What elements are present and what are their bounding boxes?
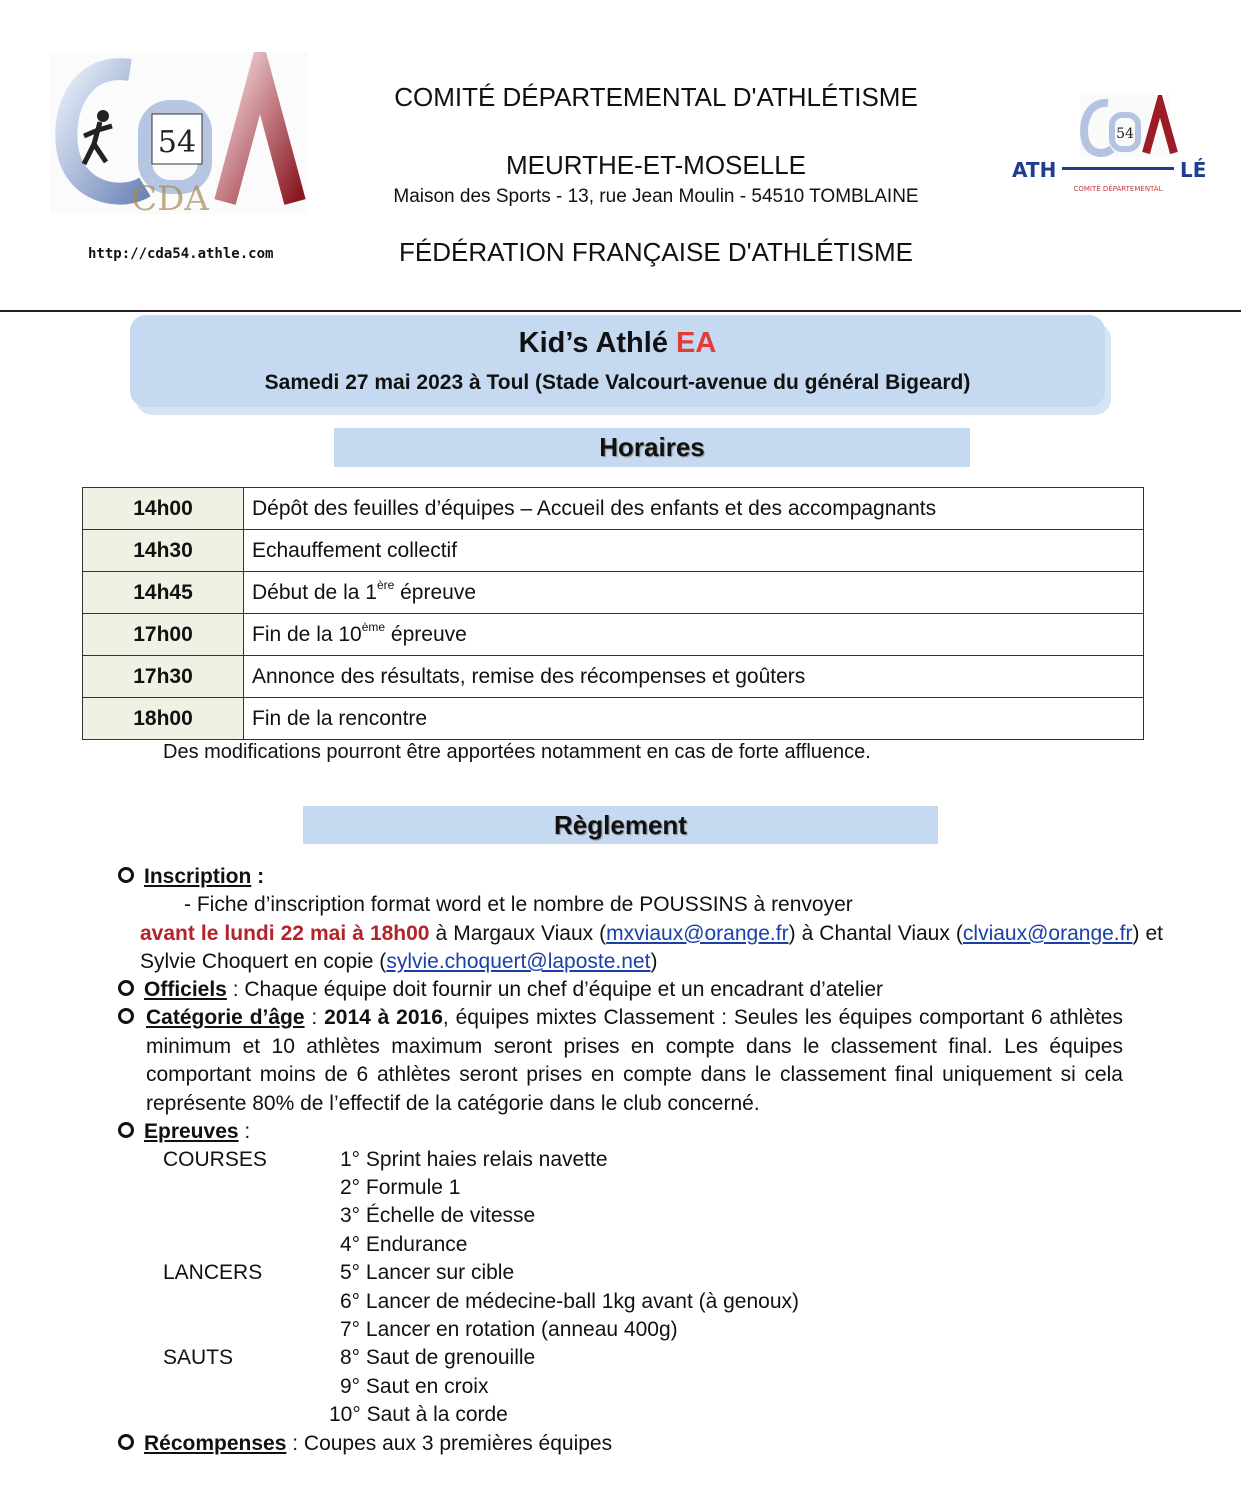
event-list-item: 3° Échelle de vitesse <box>340 1204 536 1227</box>
event-list-item: 1° Sprint haies relais navette <box>340 1148 608 1171</box>
desc-text: épreuve <box>394 580 477 604</box>
event-list-item: 6° Lancer de médecine-ball 1kg avant (à genoux) <box>340 1290 800 1313</box>
desc-text: épreuve <box>385 622 467 646</box>
recipient-text: ) et Sylvie Choquert en copie ( <box>140 921 1164 973</box>
department-title: MEURTHE-ET-MOSELLE <box>505 150 806 180</box>
categorie-item <box>146 1004 1123 1118</box>
categorie-bullet-wrap <box>118 1004 144 1033</box>
group-lancers: LANCERS <box>163 1261 263 1284</box>
circle-bullet-icon <box>118 1008 134 1024</box>
time-cell: 14h00 <box>83 488 244 530</box>
email-link-clviaux[interactable]: clviaux@orange.fr <box>962 921 1133 945</box>
desc-cell: Dépôt des feuilles d’équipes – Accueil des enfants et des accompagnants <box>244 488 1144 530</box>
officiels-item <box>118 976 883 1005</box>
schedule-table <box>82 487 1144 740</box>
circle-bullet-icon <box>118 1122 134 1138</box>
inscription-details <box>140 920 1163 977</box>
recipient-text: à Margaux Viaux ( <box>429 921 607 945</box>
label-suffix: : <box>238 1120 251 1143</box>
inscription-heading <box>118 863 264 892</box>
group-courses: COURSES <box>163 1148 267 1171</box>
inscription-label: Inscription <box>144 865 252 888</box>
deadline-text: avant le lundi 22 mai à 18h00 <box>140 921 430 945</box>
schedule-note: Des modifications pourront être apportées notamment en cas de forte affluence. <box>163 741 871 763</box>
svg-text:LÉ: LÉ <box>1180 158 1207 182</box>
address: Maison des Sports - 13, rue Jean Moulin - 54510 TOMBLAINE <box>393 186 919 207</box>
desc-text: Début de la 1 <box>252 580 377 604</box>
event-title-main: Kid’s Athlé <box>518 327 668 359</box>
desc-cell: Annonce des résultats, remise des récompenses et goûters <box>244 656 1144 698</box>
table-row <box>83 530 1144 572</box>
desc-cell: Echauffement collectif <box>244 530 1144 572</box>
desc-cell <box>244 572 1144 614</box>
inscription-line-start: - Fiche d’inscription format word et le nombre de POUSSINS à renvoyer <box>184 893 853 916</box>
table-row <box>83 614 1144 656</box>
event-list-item: 2° Formule 1 <box>340 1176 461 1199</box>
cda54-athle-logo <box>1008 95 1230 195</box>
cda54-logo <box>50 52 308 214</box>
time-cell: 14h45 <box>83 572 244 614</box>
desc-cell: Fin de la rencontre <box>244 698 1144 740</box>
officiels-text: : Chaque équipe doit fournir un chef d’équipe et un encadrant d’atelier <box>226 978 884 1001</box>
svg-text:COMITÉ DÉPARTEMENTAL: COMITÉ DÉPARTEMENTAL <box>1073 185 1163 193</box>
epreuves-label: Epreuves <box>144 1120 239 1143</box>
desc-superscript: ème <box>361 619 386 634</box>
categorie-label: Catégorie d’âge <box>146 1006 305 1029</box>
desc-cell <box>244 614 1144 656</box>
svg-text:CDA: CDA <box>131 179 209 214</box>
time-cell: 17h00 <box>83 614 244 656</box>
group-sauts: SAUTS <box>163 1346 234 1369</box>
table-row <box>83 656 1144 698</box>
categorie-sep: : <box>304 1006 325 1029</box>
officiels-label: Officiels <box>144 978 227 1001</box>
desc-superscript: ère <box>376 577 395 592</box>
event-list-item: 10° Saut à la corde <box>329 1403 508 1426</box>
circle-bullet-icon <box>118 867 134 883</box>
recompenses-label: Récompenses <box>144 1432 287 1455</box>
circle-bullet-icon <box>118 980 134 996</box>
recompenses-item <box>118 1430 612 1459</box>
event-subtitle: Samedi 27 mai 2023 à Toul (Stade Valcourt-avenue du général Bigeard) <box>264 371 971 394</box>
horaires-heading: Horaires <box>334 428 970 467</box>
categorie-years: 2014 à 2016 <box>324 1006 443 1029</box>
epreuves-heading <box>118 1118 250 1147</box>
table-row <box>83 488 1144 530</box>
svg-text:54: 54 <box>1116 126 1134 142</box>
reglement-heading: Règlement <box>303 806 938 844</box>
svg-text:ATH: ATH <box>1012 158 1057 182</box>
svg-text:54: 54 <box>157 125 197 160</box>
time-cell: 14h30 <box>83 530 244 572</box>
table-row <box>83 698 1144 740</box>
event-list-item: 4° Endurance <box>340 1233 468 1256</box>
event-banner <box>130 315 1105 407</box>
event-list-item: 7° Lancer en rotation (anneau 400g) <box>340 1318 678 1341</box>
categorie-text: , équipes mixtes Classement : Seules les équipes comportant 6 athlètes minimum et 10 athlètes maximum seront prises en compte dans le classement final. Les équipes comportant moins de 6 athlètes seront prises en compte dans le classement final uniquement si cela représente 80% de l’effectif de la catégorie dans le club concerné. <box>146 1006 1123 1115</box>
website-url[interactable]: http://cda54.athle.com <box>88 246 274 262</box>
event-title <box>130 327 1105 360</box>
federation-title: FÉDÉRATION FRANÇAISE D'ATHLÉTISME <box>399 237 913 267</box>
desc-text: Fin de la 10 <box>252 622 362 646</box>
header-divider <box>0 310 1241 312</box>
recipient-text: ) <box>650 950 658 973</box>
event-list-item: 9° Saut en croix <box>340 1375 489 1398</box>
email-link-choquert[interactable]: sylvie.choquert@laposte.net <box>386 950 651 973</box>
table-row <box>83 572 1144 614</box>
circle-bullet-icon <box>118 1434 134 1450</box>
email-link-mxviaux[interactable]: mxviaux@orange.fr <box>606 921 789 945</box>
recipient-text: ) à Chantal Viaux ( <box>788 921 963 945</box>
inscription-body <box>140 891 1163 977</box>
event-list-item: 5° Lancer sur cible <box>340 1261 515 1284</box>
committee-title: COMITÉ DÉPARTEMENTAL D'ATHLÉTISME <box>394 82 918 112</box>
time-cell: 17h30 <box>83 656 244 698</box>
event-title-accent: EA <box>676 327 717 359</box>
time-cell: 18h00 <box>83 698 244 740</box>
recompenses-text: : Coupes aux 3 premières équipes <box>286 1432 613 1455</box>
event-list-item: 8° Saut de grenouille <box>340 1346 536 1369</box>
label-suffix: : <box>251 865 265 888</box>
